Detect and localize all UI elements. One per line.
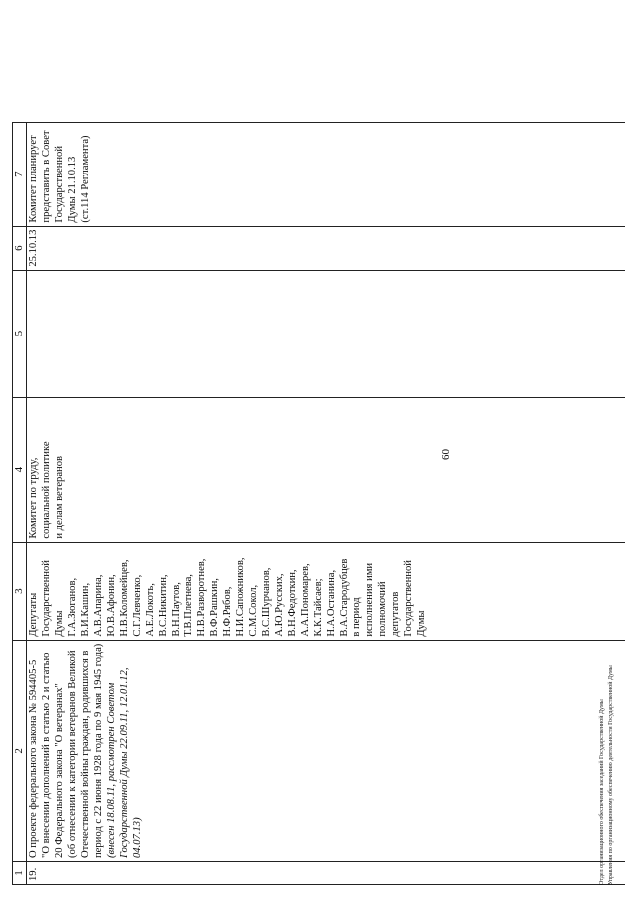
note-cell [27, 122, 626, 226]
description-line: Отечественной войны граждан, родившихся в [80, 650, 92, 858]
note-line: представить в Совет [41, 130, 53, 223]
footer [598, 665, 615, 885]
initiator-line: В.С.Никитин, [157, 574, 169, 637]
initiator-line: А.А.Пономарев, [299, 563, 311, 637]
committee-line: социальной политике [41, 441, 53, 539]
note-line: (ст.114 Регламента) [80, 135, 92, 223]
initiator-line: Н.И.Сапожников, [235, 557, 247, 637]
initiator-line: К.К.Тайсаев; [312, 578, 324, 637]
initiator-line: А.Е.Локоть, [144, 583, 156, 637]
initiator-line: Н.А.Останина, [325, 569, 337, 637]
col-header-6: 6 [13, 226, 27, 270]
col-header-4: 4 [13, 397, 27, 542]
note-line: Думы 21.10.13 [67, 156, 79, 223]
initiator-line: Государственной [403, 560, 415, 637]
initiator-line: В.Н.Паутов, [170, 582, 182, 637]
header-row [13, 122, 27, 884]
footer-line: Управления по организационному обеспечению деятельности Государственной Думы [607, 665, 614, 885]
column-5-cell [27, 270, 626, 397]
initiator-line: В.Н.Федоткин, [286, 569, 298, 637]
initiator-line: Н.В.Разворотнев, [196, 558, 208, 637]
description-note-line: (внесен 18.08.11, рассмотрен Советом [105, 682, 117, 858]
col-header-2: 2 [13, 640, 27, 861]
description-line: О проекте федерального закона № 594405-5 [28, 659, 40, 858]
initiator-line: Н.В.Коломейцев, [118, 559, 130, 637]
col-header-1: 1 [13, 862, 27, 885]
col-header-5: 5 [13, 270, 27, 397]
table-row [27, 122, 626, 884]
initiator-line: Т.В.Плетнева, [183, 574, 195, 637]
committee-line: и делам ветеранов [54, 455, 66, 539]
initiator-line: Ю.В.Афонин, [105, 574, 117, 637]
initiator-line: депутатов [390, 591, 402, 637]
description-line: период с 22 июня 1928 года по 9 мая 1945 года) [93, 643, 105, 858]
description-note-line: 04.07.13) [131, 817, 143, 858]
initiator-line: Н.Ф.Рябов, [222, 586, 234, 637]
initiators-cell [27, 542, 626, 640]
description-line: 20 Федерального закона "О ветеранах" [54, 683, 66, 858]
page-number: 60 [440, 449, 452, 460]
initiator-line: Думы [54, 610, 66, 637]
initiator-line: А.Ю.Русских, [273, 573, 285, 637]
description-line: "О внесении дополнений в статью 2 и статью [41, 652, 53, 858]
col-header-7: 7 [13, 122, 27, 226]
initiator-line: в период [351, 597, 363, 637]
description-note-line: Государственной Думы 22.09.11, 12.01.12, [118, 667, 130, 858]
initiator-line: С.М.Сокол, [248, 584, 260, 637]
bill-table [12, 122, 625, 885]
committee-cell [27, 397, 626, 542]
initiator-line: В.С.Шурчанов, [261, 567, 272, 637]
description-line: (об отнесении к категории ветеранов Великой [67, 650, 79, 858]
initiator-line: Г.А.Зюганов, [67, 577, 79, 637]
date-cell: 25.10.13 [27, 226, 626, 270]
initiator-line: полномочий [377, 581, 389, 637]
initiator-line: В.Ф.Рашкин, [209, 578, 221, 637]
initiator-line: С.Г.Левченко, [131, 574, 143, 637]
initiator-line: В.И.Кашин, [80, 582, 92, 637]
initiator-line: Государственной [41, 560, 53, 637]
initiator-line: А.В.Апарина, [93, 574, 105, 637]
committee-line: Комитет по труду, [28, 457, 40, 539]
row-number: 19. [27, 862, 626, 885]
initiator-line: Депутаты [28, 592, 40, 637]
footer-line: Отдел организационного обеспечения заседаний Государственной Думы [599, 699, 605, 885]
col-header-3: 3 [13, 542, 27, 640]
note-line: Государственной [54, 145, 66, 223]
initiator-line: В.А.Стародубцев [338, 558, 350, 637]
initiator-line: Думы [416, 610, 428, 637]
bill-description [27, 640, 626, 861]
note-line: Комитет планирует [28, 135, 40, 223]
initiator-line: исполнения ими [364, 562, 376, 637]
